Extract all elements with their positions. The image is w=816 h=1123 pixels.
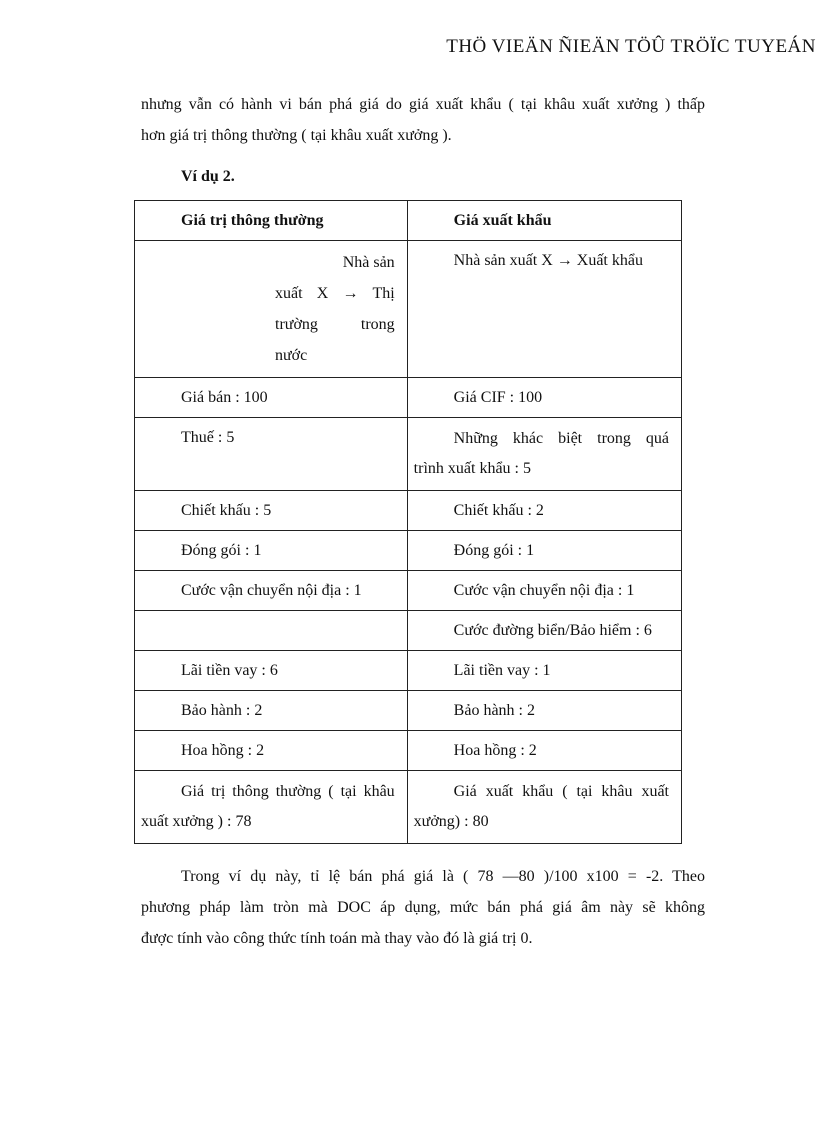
cell-left: Thuế : 5 <box>181 429 235 446</box>
total-left-line: xuất xưởng ) : 78 <box>141 813 252 830</box>
intro-line-1: nhưng vẫn có hành vi bán phá giá do giá xuất khẩu ( tại khâu xuất xưởng ) thấp <box>141 96 705 113</box>
conclusion-paragraph <box>141 861 705 954</box>
total-cell-left <box>135 771 407 843</box>
total-left-line: Giá trị thông thường ( tại khâu <box>181 783 395 800</box>
total-right-line: Giá xuất khẩu ( tại khâu xuất <box>453 783 669 800</box>
source-cell-right: Nhà sản xuất X → Xuất khẩu <box>453 252 643 269</box>
cell-right: Cước vận chuyển nội địa : 1 <box>453 582 635 599</box>
conclusion-line-3: được tính vào công thức tính toán mà thay vào đó là giá trị 0. <box>141 930 533 947</box>
cell-left: Chiết khấu : 5 <box>181 502 272 519</box>
table-row <box>135 651 682 691</box>
cell-right-line: Những khác biệt trong quá <box>453 430 669 447</box>
cell-left: Đóng gói : 1 <box>181 542 262 559</box>
table-row <box>135 491 682 531</box>
table-row <box>135 571 682 611</box>
table-total-row <box>135 771 682 844</box>
cell-right: Giá CIF : 100 <box>453 389 543 406</box>
intro-paragraph <box>141 89 705 151</box>
cell-left: Hoa hồng : 2 <box>181 742 265 759</box>
source-cell-left <box>135 241 407 377</box>
cell-right: Cước đường biển/Bảo hiểm : 6 <box>453 622 652 639</box>
table-row <box>135 531 682 571</box>
cell-left: Lãi tiền vay : 6 <box>181 662 278 679</box>
cell-left: Bảo hành : 2 <box>181 702 263 719</box>
table-row <box>135 418 682 491</box>
conclusion-line-2: phương pháp làm tròn mà DOC áp dụng, mức bán phá giá âm này sẽ không <box>141 899 705 916</box>
table-row <box>135 241 682 378</box>
cell-right: Chiết khấu : 2 <box>453 502 544 519</box>
cell-right: Bảo hành : 2 <box>453 702 535 719</box>
source-left-line: Nhà sản <box>342 254 395 271</box>
cell-right: Lãi tiền vay : 1 <box>453 662 551 679</box>
table-row <box>135 691 682 731</box>
conclusion-line-1: Trong ví dụ này, tỉ lệ bán phá giá là ( 78 —80 )/100 x100 = -2. Theo <box>181 868 705 885</box>
cell-right-line: trình xuất khẩu : 5 <box>413 460 531 477</box>
cell-right-multiline <box>408 418 681 490</box>
example-label: Ví dụ 2. <box>181 168 235 185</box>
cell-left-empty <box>135 611 407 650</box>
table-row <box>135 731 682 771</box>
cell-right: Đóng gói : 1 <box>453 542 535 559</box>
page-header-title: THÖ VIEÄN ÑIEÄN TÖÛ TRÖÏC TUYEÁN <box>446 36 816 57</box>
source-left-line: xuất X → Thị <box>275 285 395 302</box>
total-cell-right <box>408 771 681 843</box>
header-normal-value: Giá trị thông thường <box>181 212 324 229</box>
total-right-line: xưởng) : 80 <box>413 813 489 830</box>
table-header-row <box>135 201 682 241</box>
cell-left: Cước vận chuyển nội địa : 1 <box>181 582 362 599</box>
cell-left: Giá bán : 100 <box>181 389 268 406</box>
cell-right: Hoa hồng : 2 <box>453 742 537 759</box>
table-row <box>135 611 682 651</box>
header-export-price: Giá xuất khẩu <box>453 212 552 229</box>
comparison-table <box>134 200 682 844</box>
intro-line-2: hơn giá trị thông thường ( tại khâu xuất xưởng ). <box>141 127 452 144</box>
table-row <box>135 378 682 418</box>
source-left-line: trường trong <box>275 316 395 333</box>
source-left-line: nước <box>275 347 308 364</box>
